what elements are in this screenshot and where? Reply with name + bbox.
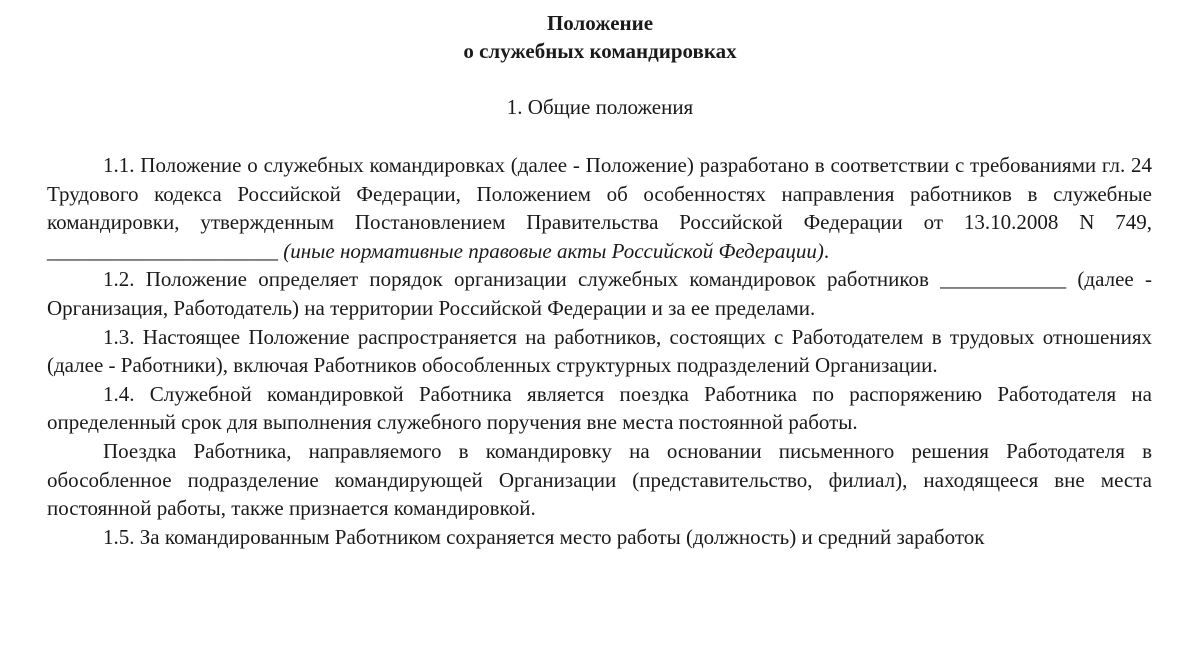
document-title: Положение	[546, 11, 654, 35]
paragraph-1-4-continued: Поездка Работника, направляемого в командировку на основании письменного решения Работодателя в обособленное подразделение командирующей Организации (представительство, филиал), находящееся вне места постоянной работы, также признается командировкой.	[47, 438, 1152, 521]
paragraph-1-5: 1.5. За командированным Работником сохраняется место работы (должность) и средний заработок	[103, 524, 985, 549]
section-heading: 1. Общие положения	[506, 95, 694, 119]
paragraph-text: 1.1. Положение о служебных командировках (далее - Положение) разработано в соответствии с требованиями гл. 24 Трудового кодекса Российской Федерации, Положением об особенностях направления работников в служебные командировки, утвержденным Постановлением Правительства Российской Федерации от 13.10.2008 N 749, ______________________	[47, 153, 1152, 263]
paragraph-1-1	[47, 151, 1152, 265]
document-body	[47, 151, 1152, 551]
paragraph-1-3: 1.3. Настоящее Положение распространяется на работников, состоящих с Работодателем в трудовых отношениях (далее - Работники), включая Работников обособленных структурных подразделений Организации.	[47, 324, 1152, 378]
document-subtitle: о служебных командировках	[463, 39, 737, 63]
paragraph-1-4: 1.4. Служебной командировкой Работника является поездка Работника по распоряжению Работодателя на определенный срок для выполнения служебного поручения вне места постоянной работы.	[47, 381, 1152, 435]
paragraph-tail: .	[823, 238, 830, 263]
paragraph-italic-note: (иные нормативные правовые акты Российской Федерации)	[283, 238, 824, 263]
paragraph-1-2: 1.2. Положение определяет порядок организации служебных командировок работников ____________ (далее - Организация, Работодатель) на территории Российской Федерации и за ее пределами.	[47, 267, 1152, 320]
